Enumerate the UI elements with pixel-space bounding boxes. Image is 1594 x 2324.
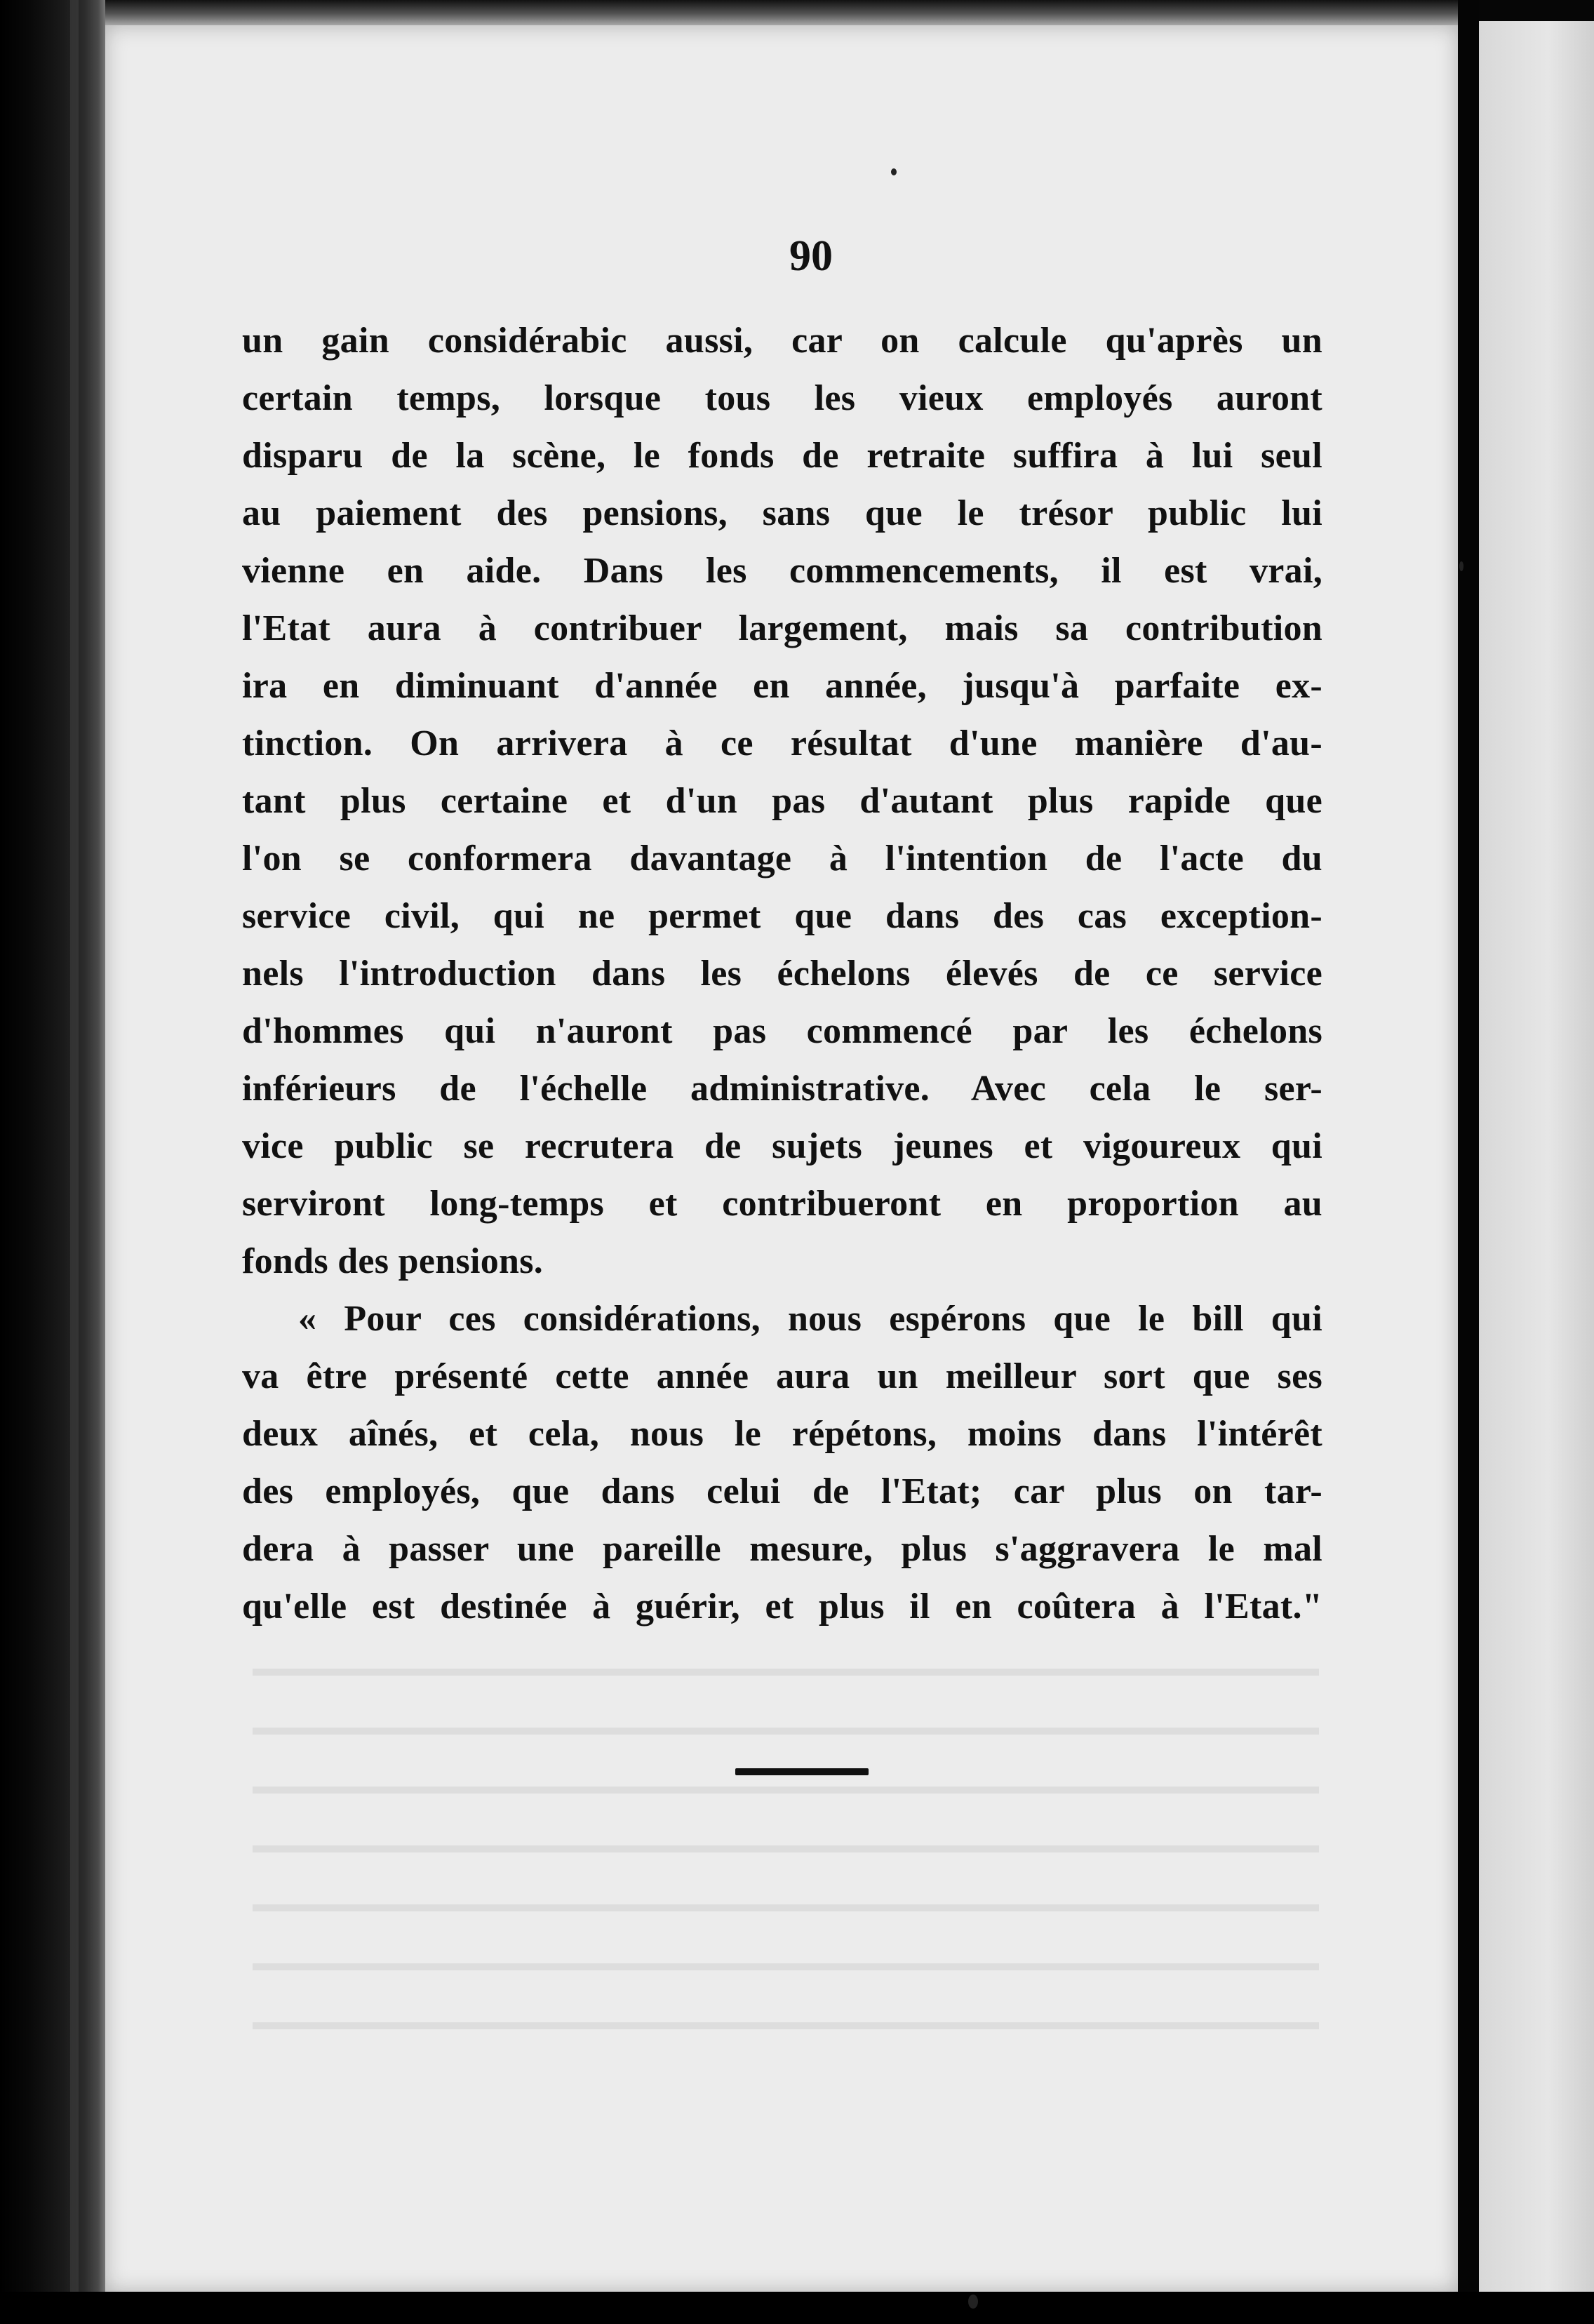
text-line: vienne en aide. Dans les commencements, il est vrai, xyxy=(242,551,1322,591)
scan-speck xyxy=(968,2295,978,2309)
page-number: 90 xyxy=(789,232,833,280)
text-line: ira en diminuant d'année en année, jusqu'à parfaite ex- xyxy=(242,666,1322,706)
text-line: service civil, qui ne permet que dans des cas exception- xyxy=(242,896,1322,936)
scan-speck xyxy=(891,168,897,175)
text-line: au paiement des pensions, sans que le trésor public lui xyxy=(242,493,1322,533)
text-line: vice public se recrutera de sujets jeunes et vigoureux qui xyxy=(242,1126,1322,1166)
text-line: certain temps, lorsque tous les vieux employés auront xyxy=(242,378,1322,418)
text-line: « Pour ces considérations, nous espérons que le bill qui xyxy=(298,1299,1322,1339)
text-line: deux aînés, et cela, nous le répétons, moins dans l'intérêt xyxy=(242,1414,1322,1454)
text-line: tant plus certaine et d'un pas d'autant plus rapide que xyxy=(242,781,1322,821)
text-line: dera à passer une pareille mesure, plus s'aggravera le mal xyxy=(242,1529,1322,1569)
text-line: l'Etat aura à contribuer largement, mais sa contribution xyxy=(242,608,1322,648)
text-line: l'on se conformera davantage à l'intention de l'acte du xyxy=(242,839,1322,879)
page-top-shadow xyxy=(105,0,1458,28)
text-line: tinction. On arrivera à ce résultat d'une manière d'au- xyxy=(242,723,1322,763)
binding-shadow xyxy=(70,0,79,2324)
text-line: serviront long-temps et contribueront en proportion au xyxy=(242,1184,1322,1224)
text-line: va être présenté cette année aura un meilleur sort que ses xyxy=(242,1356,1322,1396)
text-line: des employés, que dans celui de l'Etat; car plus on tar- xyxy=(242,1471,1322,1511)
scan-bottom-border xyxy=(0,2292,1594,2324)
facing-page-edge xyxy=(1479,21,1594,2302)
text-line: d'hommes qui n'auront pas commencé par les échelons xyxy=(242,1011,1322,1051)
text-line: disparu de la scène, le fonds de retraite suffira à lui seul xyxy=(242,436,1322,476)
text-line: qu'elle est destinée à guérir, et plus il en coûtera à l'Etat." xyxy=(242,1587,1322,1627)
text-line: un gain considérabic aussi, car on calcule qu'après un xyxy=(242,321,1322,361)
page-gutter xyxy=(1458,0,1479,2324)
book-binding-edge xyxy=(0,0,105,2324)
text-line: nels l'introduction dans les échelons élevés de ce service xyxy=(242,954,1322,994)
show-through-text xyxy=(253,1642,1319,2035)
text-line: fonds des pensions. xyxy=(242,1241,544,1281)
scan-speck xyxy=(1459,561,1464,571)
body-text xyxy=(242,312,1322,1636)
text-line: inférieurs de l'échelle administrative. Avec cela le ser- xyxy=(242,1069,1322,1109)
end-rule xyxy=(735,1768,869,1775)
